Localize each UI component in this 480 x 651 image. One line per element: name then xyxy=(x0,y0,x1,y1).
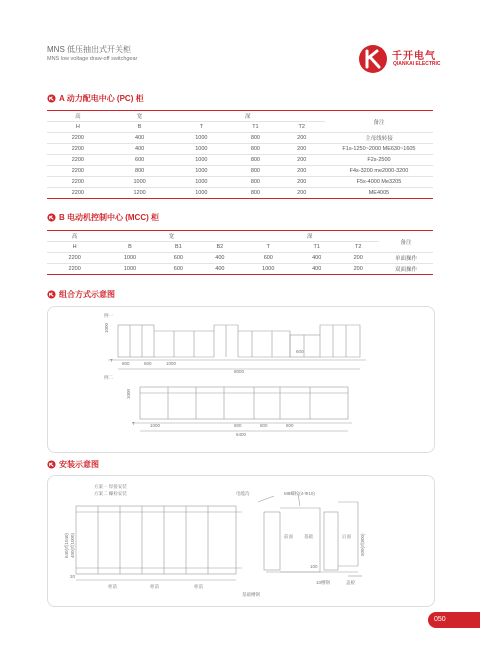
label-dim-v2: 400(或1000) xyxy=(70,532,75,558)
col-group-width: 宽 xyxy=(109,111,171,122)
legend-option-2: 方案二 螺栓安装 xyxy=(94,491,127,496)
ex2-dim: 800 xyxy=(286,423,294,428)
section-c-title: 组合方式示意图 xyxy=(59,290,115,299)
ex2-depth-label: 1000 xyxy=(126,388,131,399)
bullet-icon xyxy=(47,460,56,469)
combination-diagram-panel xyxy=(47,306,435,453)
label-front-panel: 前面 xyxy=(284,534,293,539)
bullet-icon xyxy=(47,213,56,222)
col-group-depth: 深 xyxy=(241,231,379,242)
table-row: 2200 400 1000 800 200 主母线转接 xyxy=(47,133,433,144)
col-t: T xyxy=(171,122,233,133)
label-sill: 10槽钢 xyxy=(316,580,331,585)
label-cable-trench: 电缆沟 xyxy=(236,491,250,496)
col-t1: T1 xyxy=(296,242,337,253)
ex1-dim: 600 xyxy=(144,361,152,366)
table-row: 2200 1200 1000 800 200 ME4005 xyxy=(47,188,433,199)
table-row: 2200 1000 1000 800 200 F5s-4000 Me3205 xyxy=(47,177,433,188)
installation-diagram xyxy=(48,476,434,606)
label-dim-v1: 640(或1040) xyxy=(64,532,69,558)
label-front: 柜前 xyxy=(194,584,203,589)
ex2-dim: 1000 xyxy=(150,423,161,428)
label-base: 基础 xyxy=(304,534,313,539)
ex1-depth-label: 1000 xyxy=(104,322,109,333)
section-c-heading xyxy=(47,289,115,300)
table-row: 2200 1000 600 400 1000 400 200 双面操作 xyxy=(47,264,433,275)
table-row: 2200 800 1000 800 200 F4s-3200 me2000-3200 xyxy=(47,166,433,177)
col-b1: B1 xyxy=(158,242,199,253)
table-row: 2200 1000 600 400 600 400 200 单面操作 xyxy=(47,253,433,264)
label-bolt: M8螺栓(4-Φ10) xyxy=(284,491,315,496)
col-t2: T2 xyxy=(337,242,379,253)
label-dim-side: 500(或800) xyxy=(360,533,365,556)
col-group-depth: 深 xyxy=(171,111,325,122)
col-t1: T1 xyxy=(232,122,278,133)
col-t: T xyxy=(241,242,296,253)
section-b-heading xyxy=(47,212,159,223)
ex2-total-dim: 6400 xyxy=(236,432,247,437)
table-row: 2200 600 1000 800 200 F2s-2500 xyxy=(47,155,433,166)
label-front: 柜前 xyxy=(108,584,117,589)
catalog-subtitle: MNS low voltage draw-off switchgear xyxy=(47,56,138,62)
label-cover: 盖板 xyxy=(346,580,355,585)
col-b: B xyxy=(102,242,157,253)
section-a-title: A 动力配电中心 (PC) 柜 xyxy=(59,94,144,103)
section-a-heading xyxy=(47,93,144,104)
section-d-title: 安装示意图 xyxy=(59,460,99,469)
ex1-dim: 1000 xyxy=(166,361,177,366)
col-b2: B2 xyxy=(199,242,240,253)
col-b: B xyxy=(109,122,171,133)
ex1-total-dim: 8000 xyxy=(234,369,245,374)
example2-label: 例二 xyxy=(104,375,113,380)
combination-diagram xyxy=(48,307,434,452)
ex1-dim: 800 xyxy=(122,361,130,366)
ex1-dim: 600 xyxy=(296,349,304,354)
installation-diagram-panel xyxy=(47,475,435,607)
label-basic-steel: 基础槽钢 xyxy=(242,592,260,597)
bullet-icon xyxy=(47,94,56,103)
ex2-dim: 800 xyxy=(260,423,268,428)
logo-name-en: QIANKAI ELECTRIC xyxy=(393,61,441,67)
col-group-height: 高 xyxy=(47,231,102,242)
mcc-spec-table xyxy=(47,230,433,275)
pc-spec-table xyxy=(47,110,433,199)
ex2-t-label: T xyxy=(132,421,135,426)
label-dim-100: 100 xyxy=(310,564,318,569)
col-group-note: 备注 xyxy=(325,111,433,133)
col-group-height: 高 xyxy=(47,111,109,122)
label-back-panel: 后面 xyxy=(342,534,351,539)
col-h: H xyxy=(47,122,109,133)
col-group-note: 备注 xyxy=(379,231,433,253)
page-number: 050 xyxy=(428,612,480,628)
ex2-dim: 800 xyxy=(234,423,242,428)
legend-option-1: 方案一 焊接安装 xyxy=(94,484,127,489)
example1-label: 例一 xyxy=(104,313,113,318)
section-b-title: B 电动机控制中心 (MCC) 柜 xyxy=(59,213,159,222)
table-row: 2200 400 1000 800 200 F1s-1250~2000 ME630~1605 xyxy=(47,144,433,155)
bullet-icon xyxy=(47,290,56,299)
label-dim-20: 20 xyxy=(70,574,76,579)
catalog-title: MNS 低压抽出式开关柜 xyxy=(47,45,131,54)
company-logo-icon xyxy=(358,44,388,74)
ex1-t-label: T xyxy=(110,358,113,363)
logo-name-cn: 千开电气 xyxy=(392,51,436,62)
cabinet-outline xyxy=(118,325,154,357)
section-d-heading xyxy=(47,459,99,470)
col-t2: T2 xyxy=(279,122,325,133)
col-group-width: 宽 xyxy=(102,231,240,242)
col-h: H xyxy=(47,242,102,253)
label-front: 柜前 xyxy=(150,584,159,589)
